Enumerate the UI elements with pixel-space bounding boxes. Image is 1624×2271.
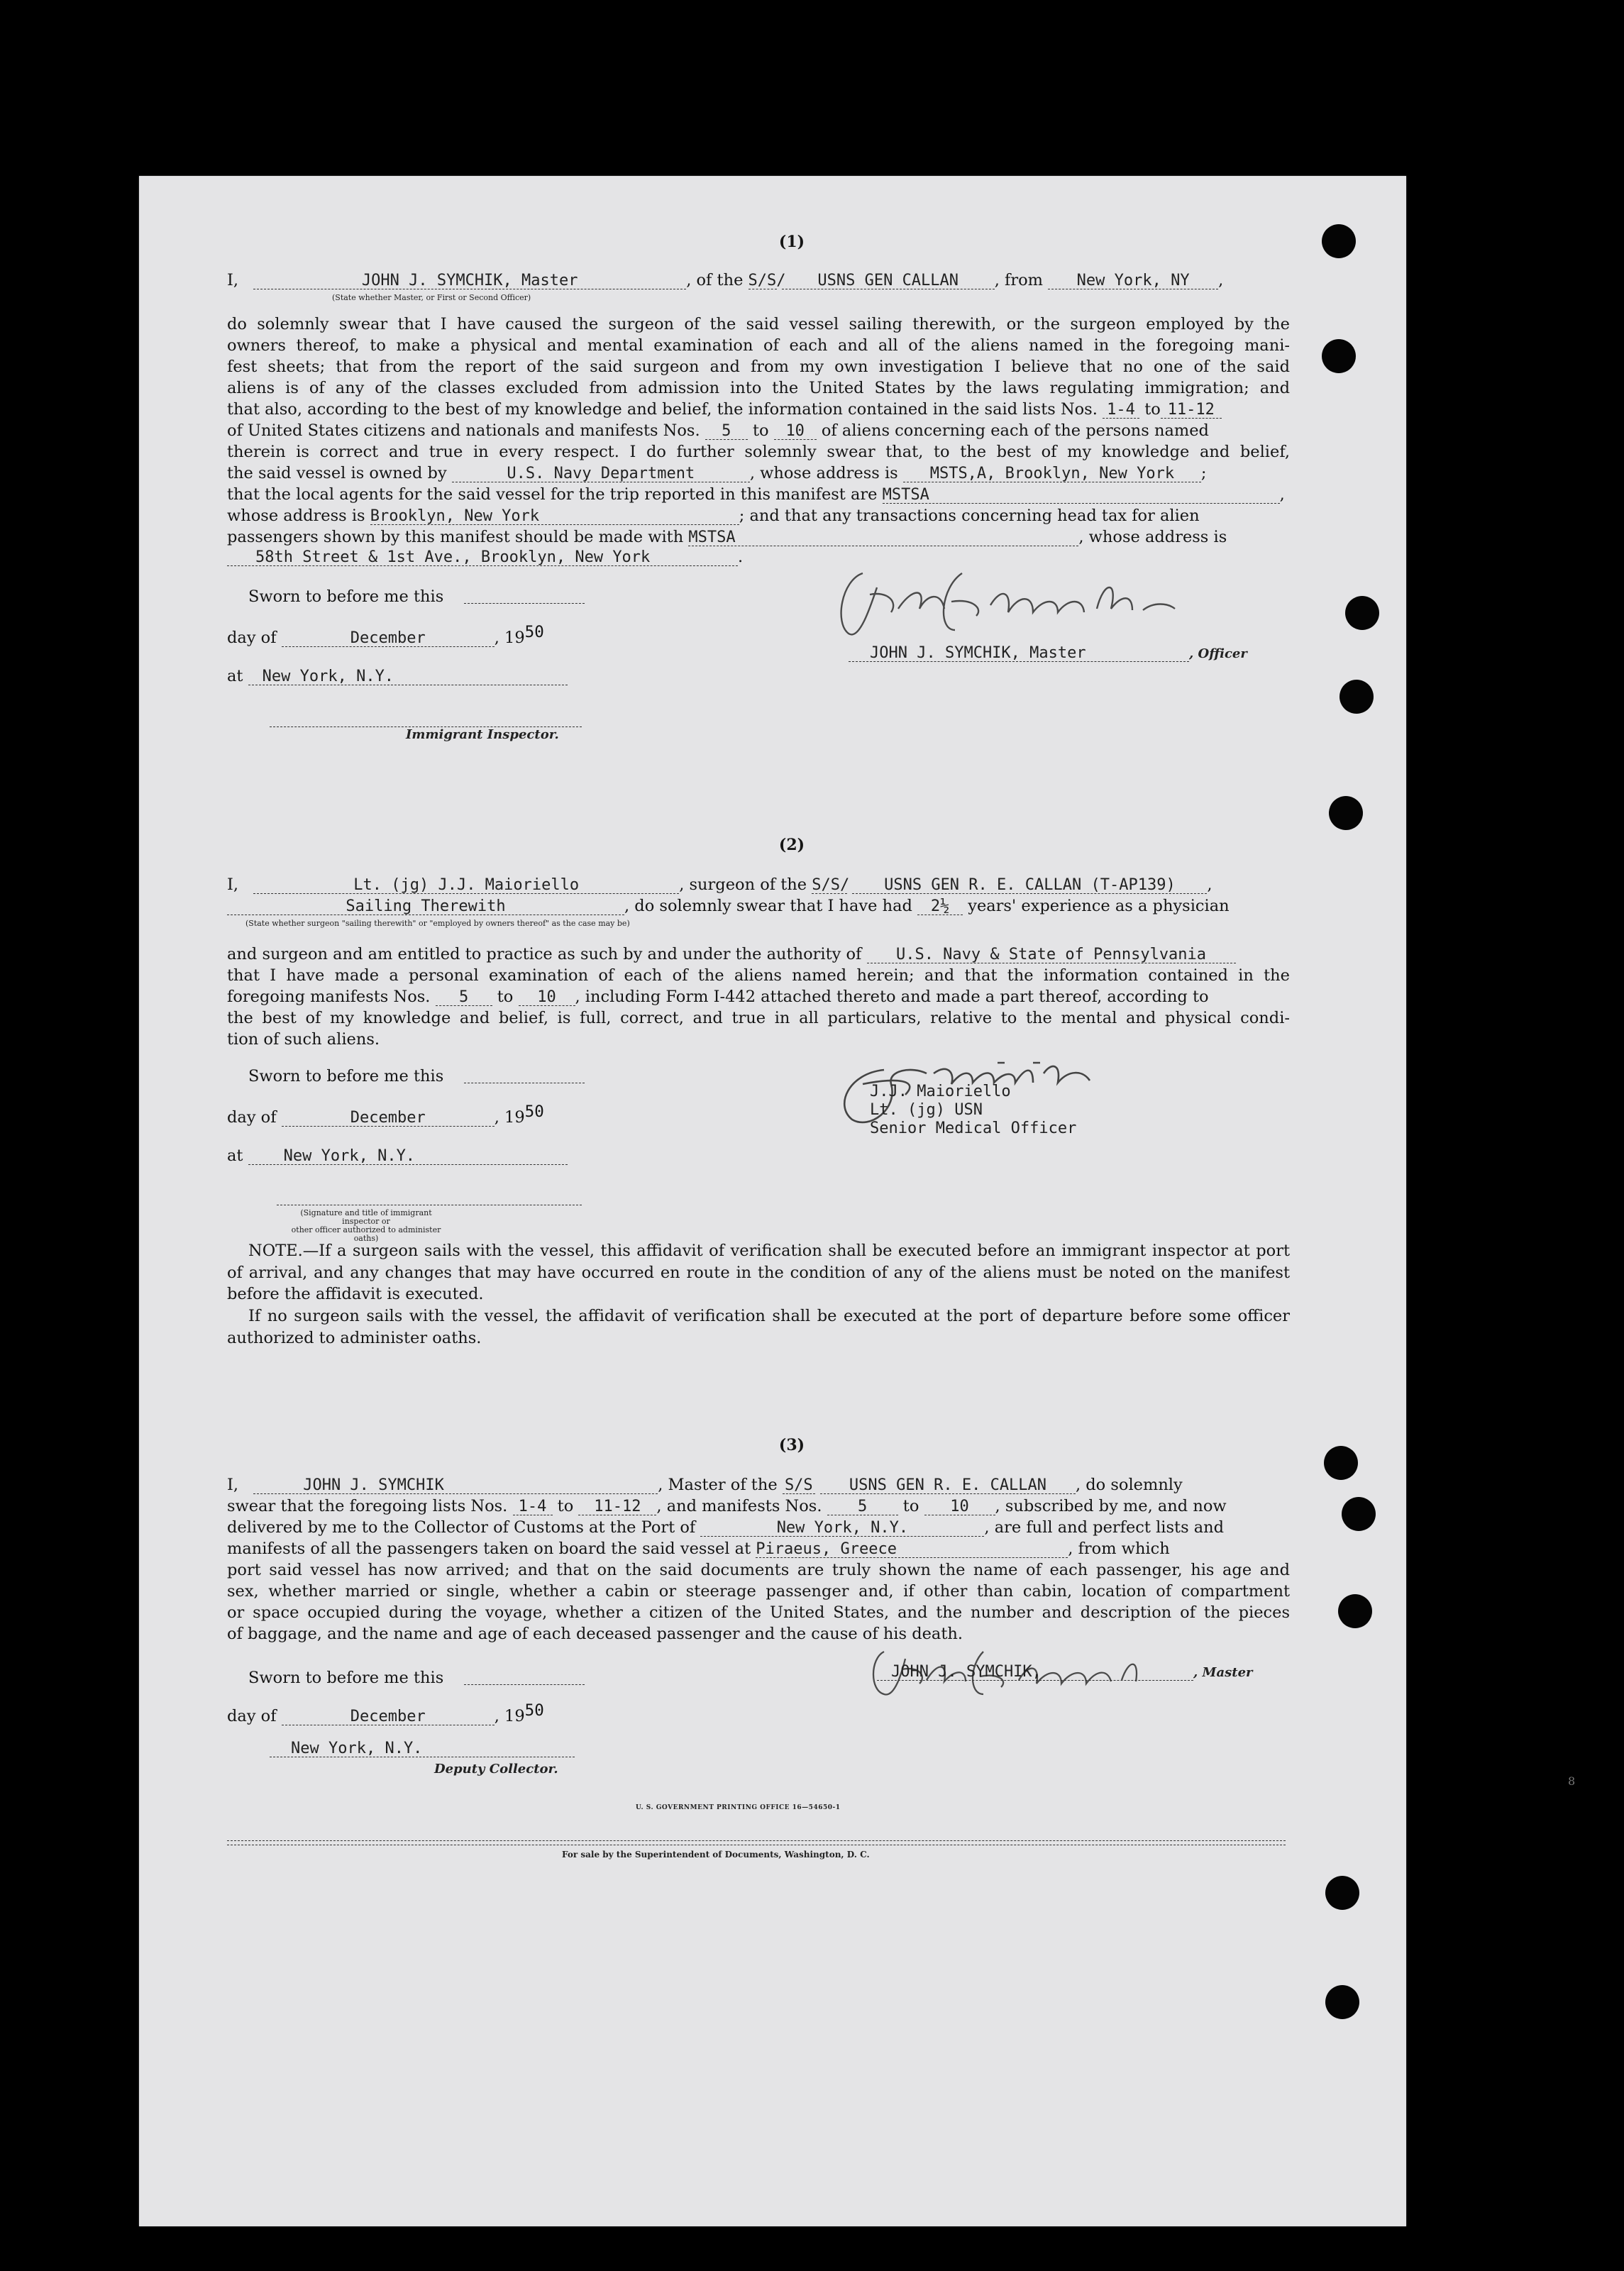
master-name-field: JOHN J. SYMCHIK, Master (253, 273, 686, 289)
punch-hole (1338, 1594, 1372, 1628)
section2-line2: Sailing Therewith , do solemnly swear that I have had 2½ years' experience as a physician (227, 895, 1291, 917)
section1-line12: passengers shown by this manifest should be made with MSTSA , whose address is (227, 528, 1227, 546)
port-field: New York, N.Y. (700, 1520, 984, 1537)
for-sale-line: For sale by the Superintendent of Documents, Washington, D. C. (562, 1850, 870, 1860)
day-line: day of December , 1950 (227, 1103, 544, 1127)
punch-hole (1329, 796, 1363, 830)
punch-hole (1324, 1446, 1358, 1480)
section3-line5: port said vessel has now arrived; and that on the said documents are truly shown the name of each passenger, his age and (227, 1561, 1290, 1579)
sworn-label: Sworn to before me this (248, 1067, 444, 1085)
name-caption: (State whether Master, or First or Second Officer) (332, 293, 531, 302)
master-name-field: JOHN J. SYMCHIK (253, 1478, 658, 1494)
section-number: (1) (778, 233, 805, 251)
officer-caption: (Signature and title of immigrant inspector or other officer authorized to administer oaths) (291, 1208, 441, 1243)
section1-line11: whose address is Brooklyn, New York ; and that any transactions concerning head tax for alien (227, 507, 1200, 525)
section-number: (3) (778, 1436, 805, 1454)
punch-hole (1325, 1876, 1359, 1910)
manifest-affidavit-page (139, 176, 1406, 2226)
section3-line1: I, JOHN J. SYMCHIK , Master of the S/S USNS GEN R. E. CALLAN , do solemnly (227, 1476, 1183, 1494)
note-paragraph-2: If no surgeon sails with the vessel, the affidavit of verification shall be executed at the port of departure before some officer authorized to administer oaths. (227, 1307, 1290, 1347)
section1-line4: fest sheets; that from the report of the said surgeon and from my own investigation I believe that no one of the said (227, 358, 1290, 376)
section2-line5: foregoing manifests Nos. 5 to 10 , including Form I-442 attached thereto and made a part thereof, according to (227, 988, 1209, 1006)
surgeon-vessel-field: USNS GEN R. E. CALLAN (T-AP139) (852, 878, 1207, 894)
section1-line3: owners thereof, to make a physical and mental examination of each and all of the aliens named in the foregoing mani- (227, 336, 1290, 355)
printing-office-line: U. S. GOVERNMENT PRINTING OFFICE 16—54650-1 (636, 1804, 841, 1811)
punch-hole (1339, 680, 1374, 714)
section3-line4: manifests of all the passengers taken on board the said vessel at Piraeus, Greece , from which (227, 1540, 1170, 1558)
section3-line6: sex, whether married or single, whether a cabin or steerage passenger and, if other than cabin, location of compartment (227, 1582, 1290, 1601)
master-typed-name-3: JOHN J. SYMCHIK, , Master (877, 1663, 1253, 1682)
section1-line9: the said vessel is owned by U.S. Navy Department , whose address is MSTS,A, Brooklyn, New York ; (227, 464, 1207, 482)
day-line: day of December , 1950 (227, 623, 544, 647)
punch-hole (1342, 1497, 1376, 1531)
section1-line5: aliens is of any of the classes excluded from admission into the United States by the laws regulating immigration; and (227, 379, 1290, 397)
punch-hole (1345, 596, 1379, 630)
section3-line2: swear that the foregoing lists Nos. 1-4 to 11-12 , and manifests Nos. 5 to 10 , subscribed by me, and now (227, 1497, 1227, 1515)
section3-line8: of baggage, and the name and age of each deceased passenger and the cause of his death. (227, 1625, 963, 1643)
status-caption: (State whether surgeon "sailing therewith" or "employed by owners thereof" as the case may be) (245, 919, 630, 928)
punch-hole (1322, 339, 1356, 373)
section3-line7: or space occupied during the voyage, whether a citizen of the United States, and the number and description of the pieces (227, 1603, 1290, 1622)
day-line: day of December , 1950 (227, 1701, 544, 1725)
master-typed-name: JOHN J. SYMCHIK, Master , Officer (849, 644, 1247, 663)
authority-field: U.S. Navy & State of Pennsylvania (867, 947, 1236, 963)
section2-line3: and surgeon and am entitled to practice as such by and under the authority of U.S. Navy & State of Pennsylvania (227, 944, 1291, 966)
edge-mark: 8 (1568, 1774, 1576, 1788)
collector-caption: Deputy Collector. (434, 1762, 558, 1777)
section2-line4: that I have made a personal examination of each of the aliens named herein; and that the information contained in the (227, 966, 1290, 985)
section2-line6: the best of my knowledge and belief, is full, correct, and true in all particulars, relative to the mental and physical condi- (227, 1009, 1290, 1027)
section1-line13: 58th Street & 1st Ave., Brooklyn, New York . (227, 546, 743, 568)
inspector-caption: Immigrant Inspector. (406, 727, 559, 742)
punch-hole (1322, 224, 1356, 258)
note-paragraph-1: NOTE.—If a surgeon sails with the vessel, this affidavit of verification shall be executed before an immigrant inspector at port of arrival, and any changes that may have occurred en route in the condition of any of the aliens must be noted on the manifest before the affidavit is executed. (227, 1242, 1290, 1303)
section1-line6: that also, according to the best of my knowledge and belief, the information contained in the said lists Nos. 1-4 to 11-12 (227, 399, 1320, 421)
section1-line10: that the local agents for the said vessel for the trip reported in this manifest are MSTSA , (227, 485, 1285, 504)
collector-place: New York, N.Y. (270, 1740, 575, 1758)
section2-line7: tion of such aliens. (227, 1030, 380, 1049)
section-number: (2) (778, 836, 805, 854)
surgeon-signer-block: J.J. Maioriello Lt. (jg) USN Senior Medical Officer (870, 1083, 1077, 1137)
master-signature (820, 559, 1189, 644)
section1-line2: do solemnly swear that I have caused the surgeon of the said vessel sailing therewith, or the surgeon employed by the (227, 315, 1290, 333)
vessel-name-field: USNS GEN CALLAN (782, 273, 995, 289)
section3-line3: delivered by me to the Collector of Customs at the Port of New York, N.Y. , are full and perfect lists and (227, 1518, 1225, 1537)
departure-port-field: Piraeus, Greece (756, 1542, 1068, 1558)
section1-line8: therein is correct and true in every respect. I do further solemnly swear that, to the best of my knowledge and belief, (227, 443, 1290, 461)
section1-line7: of United States citizens and nationals and manifests Nos. 5 to 10 of aliens concerning each of the persons named (227, 421, 1209, 440)
surgeon-name-field: Lt. (jg) J.J. Maioriello (253, 878, 679, 894)
from-port-field: New York, NY (1048, 273, 1218, 289)
surgeon-status-field: Sailing Therewith (227, 899, 624, 915)
punch-hole (1325, 1985, 1359, 2019)
sworn-label: Sworn to before me this (248, 587, 444, 606)
section2-line1: I, Lt. (jg) J.J. Maioriello , surgeon of the S/S/ USNS GEN R. E. CALLAN (T-AP139) , (227, 875, 1213, 894)
vessel-name-field: USNS GEN R. E. CALLAN (820, 1478, 1076, 1494)
at-line: at New York, N.Y. (227, 1145, 568, 1167)
sworn-label: Sworn to before me this (248, 1669, 444, 1687)
at-line: at New York, N.Y. (227, 665, 568, 687)
section1-line1: I, JOHN J. SYMCHIK, Master , of the S/S/ USNS GEN CALLAN , from New York, NY , (227, 271, 1224, 289)
